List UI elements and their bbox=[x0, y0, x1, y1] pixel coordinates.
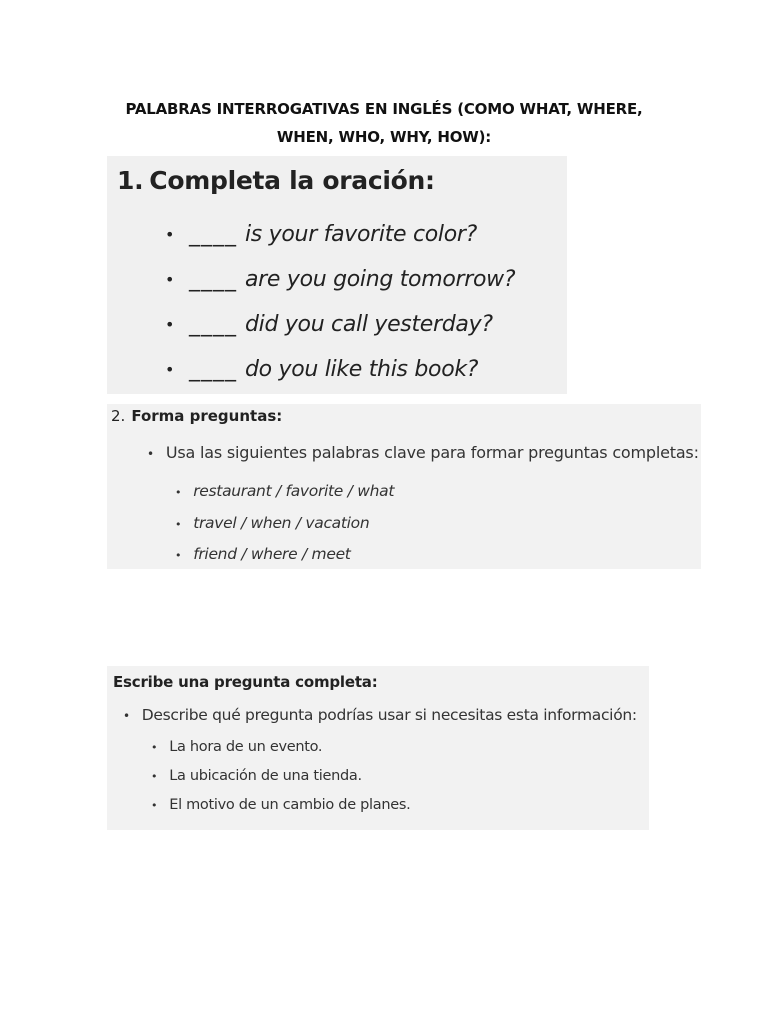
list-item-text: El motivo de un cambio de planes. bbox=[169, 797, 411, 813]
exercise-2-list bbox=[175, 476, 394, 571]
exercise-1-heading-text: Completa la oración: bbox=[149, 166, 435, 195]
bullet-icon: • bbox=[147, 447, 154, 461]
list-item bbox=[107, 302, 567, 347]
list-item bbox=[107, 347, 567, 392]
page-title bbox=[90, 95, 678, 151]
list-item bbox=[175, 539, 394, 571]
blank: ____ bbox=[189, 357, 237, 382]
list-item bbox=[151, 762, 410, 791]
exercise-2-instruction-text: Usa las siguientes palabras clave para formar preguntas completas: bbox=[165, 443, 699, 462]
exercise-2-number: 2. bbox=[111, 407, 126, 425]
title-line-1: PALABRAS INTERROGATIVAS EN INGLÉS (COMO WHAT, WHERE, bbox=[125, 100, 643, 118]
exercise-2-heading bbox=[111, 407, 282, 425]
list-item-text: La ubicación de una tienda. bbox=[169, 768, 362, 784]
bullet-icon: • bbox=[151, 770, 158, 783]
bullet-icon: • bbox=[151, 799, 158, 812]
bullet-icon: • bbox=[165, 315, 175, 334]
bullet-icon: • bbox=[165, 360, 175, 379]
list-item-text: is your favorite color? bbox=[245, 222, 477, 247]
bullet-icon: • bbox=[151, 741, 158, 754]
exercise-1-list bbox=[107, 212, 567, 392]
exercise-1-heading bbox=[117, 166, 435, 195]
list-item-text: friend / where / meet bbox=[193, 545, 351, 563]
list-item bbox=[107, 257, 567, 302]
exercise-1-image bbox=[107, 156, 567, 394]
blank: ____ bbox=[189, 222, 237, 247]
list-item bbox=[175, 476, 394, 508]
bullet-icon: • bbox=[175, 486, 182, 499]
blank: ____ bbox=[189, 267, 237, 292]
bullet-icon: • bbox=[165, 270, 175, 289]
exercise-3-list bbox=[151, 733, 410, 820]
exercise-3-image bbox=[107, 666, 649, 830]
bullet-icon: • bbox=[175, 517, 182, 531]
list-item-text: did you call yesterday? bbox=[245, 312, 493, 337]
bullet-icon: • bbox=[123, 709, 130, 723]
list-item-text: do you like this book? bbox=[245, 357, 479, 382]
exercise-3-instruction bbox=[123, 706, 637, 724]
exercise-2-image bbox=[107, 404, 701, 569]
list-item bbox=[107, 212, 567, 257]
list-item-text: La hora de un evento. bbox=[169, 739, 323, 755]
list-item bbox=[151, 733, 410, 762]
exercise-1-number: 1. bbox=[117, 166, 144, 195]
list-item-text: restaurant / favorite / what bbox=[193, 482, 395, 500]
list-item-text: travel / when / vacation bbox=[193, 513, 370, 532]
exercise-2-instruction bbox=[147, 443, 699, 462]
exercise-2-heading-text: Forma preguntas: bbox=[131, 407, 283, 425]
list-item bbox=[151, 791, 410, 820]
bullet-icon: • bbox=[165, 225, 175, 244]
title-line-2: WHEN, WHO, WHY, HOW): bbox=[276, 128, 492, 146]
bullet-icon: • bbox=[175, 549, 182, 562]
list-item bbox=[175, 508, 394, 540]
list-item-text: are you going tomorrow? bbox=[245, 267, 516, 292]
exercise-3-instruction-text: Describe qué pregunta podrías usar si necesitas esta información: bbox=[141, 706, 637, 724]
exercise-3-heading: Escribe una pregunta completa: bbox=[113, 673, 378, 691]
blank: ____ bbox=[189, 312, 237, 337]
